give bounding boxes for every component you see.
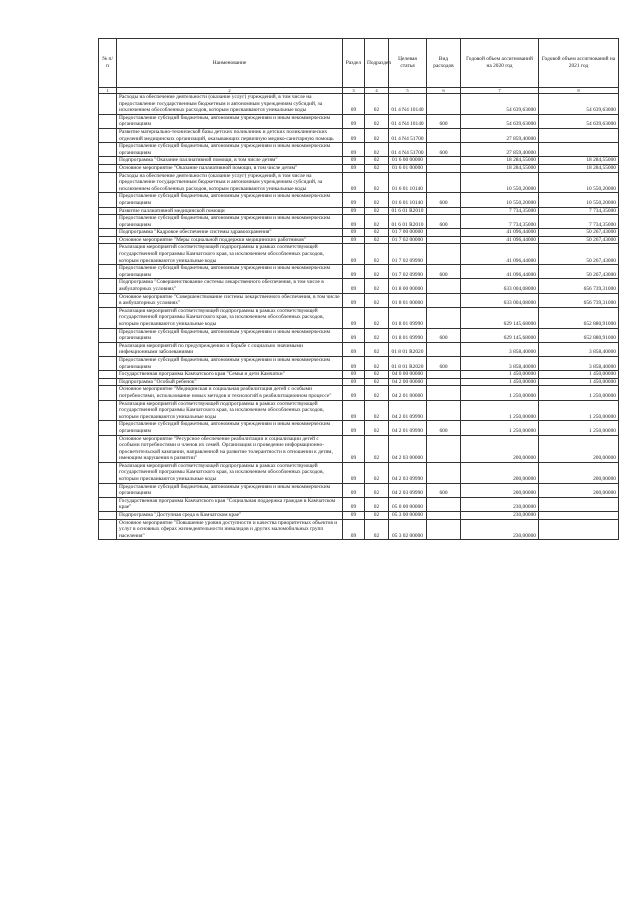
row-name: Предоставление субсидий бюджетным, автономным учреждениям и иным некоммерческим организациям	[117, 215, 343, 229]
row-vid	[427, 94, 461, 115]
row-amount-2020: 633 004,08000	[461, 293, 539, 307]
row-name: Подпрограмма "Кадровое обеспечение системы здравоохранения"	[117, 229, 343, 237]
row-razdel: 09	[343, 400, 365, 421]
header-row	[99, 39, 619, 88]
row-vid	[427, 512, 461, 520]
row-statya: 01 6 00 00000	[389, 157, 427, 165]
row-statya: 05 3 00 00000	[389, 512, 427, 520]
row-amount-2020: 230,00000	[461, 497, 539, 511]
row-amount-2021	[539, 143, 619, 157]
row-number	[99, 94, 117, 115]
column-number: 6	[427, 88, 461, 94]
row-amount-2020: 18 284,55000	[461, 157, 539, 165]
row-statya: 01 8 01 R2020	[389, 342, 427, 356]
row-razdel: 09	[343, 293, 365, 307]
column-number: 3	[343, 88, 365, 94]
row-razdel: 09	[343, 236, 365, 244]
row-number	[99, 386, 117, 400]
row-razdel: 09	[343, 371, 365, 379]
row-amount-2021: 1 450,00000	[539, 378, 619, 386]
row-razdel: 09	[343, 435, 365, 462]
table-row	[99, 356, 619, 370]
row-name: Подпрограмма "Особый ребенок"	[117, 378, 343, 386]
row-vid	[427, 519, 461, 540]
table-row	[99, 172, 619, 193]
row-vid	[427, 164, 461, 172]
row-statya: 05 0 00 00000	[389, 497, 427, 511]
row-name: Государственная программа Камчатского края "Социальная поддержка граждан в Камчатском крае"	[117, 497, 343, 511]
row-number	[99, 356, 117, 370]
table-row	[99, 114, 619, 128]
row-vid	[427, 371, 461, 379]
column-number: 2	[117, 88, 343, 94]
row-name: Расходы на обеспечение деятельности (оказание услуг) учреждений, в том числе на предоставление государственным бюджетным и автономным учреждениям субсидий, за исключением обособленных расходов, которым присваиваются уникальные коды	[117, 94, 343, 115]
row-statya: 01 7 02 00000	[389, 236, 427, 244]
row-statya: 04 2 00 00000	[389, 378, 427, 386]
column-number: 5	[389, 88, 427, 94]
row-amount-2021: 54 639,63000	[539, 94, 619, 115]
row-podrazdel: 02	[365, 143, 389, 157]
row-razdel: 09	[343, 342, 365, 356]
row-number	[99, 172, 117, 193]
row-amount-2020: 41 096,44000	[461, 265, 539, 279]
row-vid	[427, 207, 461, 215]
row-amount-2021: 3 858,40000	[539, 342, 619, 356]
row-podrazdel: 02	[365, 207, 389, 215]
row-amount-2021: 50 267,43000	[539, 236, 619, 244]
row-amount-2021: 50 267,43000	[539, 265, 619, 279]
table-row	[99, 293, 619, 307]
row-razdel: 09	[343, 512, 365, 520]
row-name: Реализация мероприятий соответствующей подпрограммы в рамках соответствующей государственной программы Камчатского края, за исключением обособленных расходов, которым присваиваются уникальные коды	[117, 244, 343, 265]
row-vid	[427, 378, 461, 386]
row-number	[99, 128, 117, 142]
table-row	[99, 157, 619, 165]
row-podrazdel: 02	[365, 114, 389, 128]
table-row	[99, 215, 619, 229]
row-razdel: 09	[343, 157, 365, 165]
row-razdel: 09	[343, 94, 365, 115]
row-name: Развитие материально-технической базы детских поликлиник и детских поликлинических отделений медицинских организаций, оказывающих первичную медико-санитарную помощь	[117, 128, 343, 142]
row-name: Подпрограмма "Оказание паллиативной помощи, в том числе детям"	[117, 157, 343, 165]
row-number	[99, 462, 117, 483]
row-amount-2020: 629 145,68000	[461, 307, 539, 328]
table-row	[99, 307, 619, 328]
row-amount-2020: 1 250,00000	[461, 400, 539, 421]
table-row	[99, 371, 619, 379]
row-statya: 01 6 01 00000	[389, 164, 427, 172]
row-amount-2021: 200,00000	[539, 462, 619, 483]
row-razdel: 09	[343, 386, 365, 400]
table-row	[99, 421, 619, 435]
row-name: Подпрограмма "Доступная среда в Камчатском крае"	[117, 512, 343, 520]
table-row	[99, 497, 619, 511]
row-razdel: 09	[343, 356, 365, 370]
header-2020: Годовой объем ассигнований на 2020 год	[461, 39, 539, 88]
row-vid	[427, 462, 461, 483]
row-razdel: 09	[343, 128, 365, 142]
row-statya: 01 4 N4 10140	[389, 94, 427, 115]
row-number	[99, 378, 117, 386]
row-amount-2020: 230,00000	[461, 512, 539, 520]
row-amount-2021: 7 734,35000	[539, 207, 619, 215]
row-podrazdel: 02	[365, 279, 389, 293]
row-number	[99, 207, 117, 215]
row-name: Предоставление субсидий бюджетным, автономным учреждениям и иным некоммерческим организациям	[117, 328, 343, 342]
row-statya: 01 4 N4 51700	[389, 128, 427, 142]
table-row	[99, 193, 619, 207]
row-amount-2020: 230,00000	[461, 519, 539, 540]
row-amount-2020: 7 734,35000	[461, 207, 539, 215]
header-2021: Годовой объем ассигнований на 2021 год	[539, 39, 619, 88]
row-razdel: 09	[343, 307, 365, 328]
row-number	[99, 244, 117, 265]
table-row	[99, 378, 619, 386]
row-amount-2020: 41 096,44000	[461, 236, 539, 244]
row-podrazdel: 02	[365, 157, 389, 165]
row-name: Расходы на обеспечение деятельности (оказание услуг) учреждений, в том числе на предоставление государственным бюджетным и автономным учреждениям субсидий, за исключением обособленных расходов, которым присваиваются уникальные коды	[117, 172, 343, 193]
row-name: Реализация мероприятий по предупреждению и борьбе с социально значимыми инфекционными заболеваниями	[117, 342, 343, 356]
row-name: Реализация мероприятий соответствующей подпрограммы в рамках соответствующей государственной программы Камчатского края, за исключением обособленных расходов, которым присваиваются уникальные коды	[117, 400, 343, 421]
row-number	[99, 265, 117, 279]
row-number	[99, 342, 117, 356]
row-statya: 01 4 N4 51700	[389, 143, 427, 157]
row-statya: 01 8 01 00000	[389, 293, 427, 307]
row-amount-2021: 1 450,00000	[539, 371, 619, 379]
row-statya: 04 2 03 00000	[389, 435, 427, 462]
row-podrazdel: 02	[365, 342, 389, 356]
row-podrazdel: 02	[365, 462, 389, 483]
row-vid: 600	[427, 328, 461, 342]
row-name: Реализация мероприятий соответствующей подпрограммы в рамках соответствующей государственной программы Камчатского края, за исключением обособленных расходов, которым присваиваются уникальные коды	[117, 462, 343, 483]
row-amount-2021: 200,00000	[539, 483, 619, 497]
row-name: Предоставление субсидий бюджетным, автономным учреждениям и иным некоммерческим организациям	[117, 421, 343, 435]
row-amount-2020: 41 096,44000	[461, 244, 539, 265]
row-vid: 600	[427, 483, 461, 497]
row-podrazdel: 02	[365, 386, 389, 400]
row-podrazdel: 02	[365, 244, 389, 265]
row-name: Предоставление субсидий бюджетным, автономным учреждениям и иным некоммерческим организациям	[117, 356, 343, 370]
row-number	[99, 497, 117, 511]
row-vid	[427, 435, 461, 462]
header-statya: Целевая статья	[389, 39, 427, 88]
row-podrazdel: 02	[365, 172, 389, 193]
row-name: Предоставление субсидий бюджетным, автономным учреждениям и иным некоммерческим организациям	[117, 143, 343, 157]
row-statya: 04 2 01 09990	[389, 421, 427, 435]
row-amount-2021: 652 880,91000	[539, 307, 619, 328]
column-number: 7	[461, 88, 539, 94]
table-row	[99, 328, 619, 342]
row-vid	[427, 386, 461, 400]
row-amount-2020: 200,00000	[461, 483, 539, 497]
row-name: Основное мероприятие "Ресурсное обеспечение реабилитации и социализации детей с особыми потребностями и членов их семей. Организация и проведение информационно-просветительской кампании, направленной на развитие толерантности в отношении к детям, имеющим нарушения в развитии"	[117, 435, 343, 462]
row-amount-2020: 10 550,20000	[461, 172, 539, 193]
row-statya: 01 8 01 09990	[389, 328, 427, 342]
row-amount-2021: 656 739,31000	[539, 293, 619, 307]
row-podrazdel: 02	[365, 164, 389, 172]
row-amount-2020: 629 145,68000	[461, 328, 539, 342]
row-amount-2021: 10 550,20000	[539, 172, 619, 193]
row-razdel: 09	[343, 114, 365, 128]
row-amount-2021	[539, 512, 619, 520]
row-razdel: 09	[343, 193, 365, 207]
row-amount-2021: 18 284,55000	[539, 157, 619, 165]
row-vid: 600	[427, 215, 461, 229]
row-amount-2021: 1 250,00000	[539, 400, 619, 421]
table-row	[99, 400, 619, 421]
row-podrazdel: 02	[365, 400, 389, 421]
table-row	[99, 236, 619, 244]
row-number	[99, 164, 117, 172]
row-vid	[427, 236, 461, 244]
row-number	[99, 279, 117, 293]
row-razdel: 09	[343, 421, 365, 435]
row-vid: 600	[427, 265, 461, 279]
row-razdel: 09	[343, 207, 365, 215]
table-row	[99, 519, 619, 540]
row-statya: 01 7 02 09990	[389, 244, 427, 265]
row-statya: 04 2 03 09990	[389, 462, 427, 483]
row-statya: 01 7 02 09990	[389, 265, 427, 279]
row-name: Подпрограмма "Совершенствование системы лекарственного обеспечения, в том числе в амбулаторных условиях"	[117, 279, 343, 293]
row-razdel: 09	[343, 215, 365, 229]
table-row	[99, 512, 619, 520]
row-amount-2021	[539, 519, 619, 540]
row-name: Предоставление субсидий бюджетным, автономным учреждениям и иным некоммерческим организациям	[117, 265, 343, 279]
table-row	[99, 435, 619, 462]
row-amount-2020: 1 450,00000	[461, 378, 539, 386]
row-statya: 01 7 00 00000	[389, 229, 427, 237]
row-amount-2021: 3 858,40000	[539, 356, 619, 370]
row-vid	[427, 172, 461, 193]
row-number	[99, 157, 117, 165]
row-name: Основное мероприятие "Совершенствование системы лекарственного обеспечения, в том числе в амбулаторных условиях"	[117, 293, 343, 307]
row-podrazdel: 02	[365, 307, 389, 328]
row-podrazdel: 02	[365, 483, 389, 497]
row-vid: 600	[427, 114, 461, 128]
table-row	[99, 94, 619, 115]
row-amount-2021: 200,00000	[539, 435, 619, 462]
row-number	[99, 236, 117, 244]
column-number: 8	[539, 88, 619, 94]
row-podrazdel: 02	[365, 328, 389, 342]
row-vid	[427, 497, 461, 511]
row-podrazdel: 02	[365, 519, 389, 540]
row-podrazdel: 02	[365, 378, 389, 386]
row-statya: 01 8 00 00000	[389, 279, 427, 293]
row-number	[99, 215, 117, 229]
row-amount-2020: 1 250,00000	[461, 386, 539, 400]
row-amount-2020: 54 639,63000	[461, 94, 539, 115]
row-vid	[427, 307, 461, 328]
row-vid	[427, 279, 461, 293]
row-amount-2020: 200,00000	[461, 462, 539, 483]
row-amount-2020: 1 450,00000	[461, 371, 539, 379]
table-row	[99, 279, 619, 293]
row-name: Предоставление субсидий бюджетным, автономным учреждениям и иным некоммерческим организациям	[117, 114, 343, 128]
row-amount-2020: 7 734,35000	[461, 215, 539, 229]
table-row	[99, 244, 619, 265]
row-podrazdel: 02	[365, 293, 389, 307]
row-amount-2021	[539, 128, 619, 142]
row-podrazdel: 02	[365, 435, 389, 462]
table-row	[99, 229, 619, 237]
row-vid	[427, 342, 461, 356]
row-vid: 600	[427, 421, 461, 435]
table-row	[99, 164, 619, 172]
table-body	[99, 94, 619, 540]
row-number	[99, 293, 117, 307]
row-razdel: 09	[343, 143, 365, 157]
row-amount-2020: 3 858,40000	[461, 342, 539, 356]
row-razdel: 09	[343, 265, 365, 279]
table-row	[99, 462, 619, 483]
row-statya: 01 6 01 10140	[389, 193, 427, 207]
row-podrazdel: 02	[365, 128, 389, 142]
row-amount-2020: 1 250,00000	[461, 421, 539, 435]
row-razdel: 09	[343, 244, 365, 265]
row-statya: 01 8 01 R2020	[389, 356, 427, 370]
row-podrazdel: 02	[365, 236, 389, 244]
row-vid	[427, 293, 461, 307]
row-amount-2020: 10 550,20000	[461, 193, 539, 207]
row-name: Основное мероприятие "Повышение уровня доступности и качества приоритетных объектов и услуг в основных сферах жизнедеятельности инвалидов и других маломобильных групп населения"	[117, 519, 343, 540]
row-podrazdel: 02	[365, 265, 389, 279]
table-row	[99, 143, 619, 157]
row-number	[99, 400, 117, 421]
row-amount-2020: 633 004,08000	[461, 279, 539, 293]
header-podrazdel: Подраздел	[365, 39, 389, 88]
header-vid: Вид расходов	[427, 39, 461, 88]
row-name: Основное мероприятие "Меры социальной поддержки медицинских работников"	[117, 236, 343, 244]
row-amount-2021: 50 267,43000	[539, 229, 619, 237]
row-amount-2020: 200,00000	[461, 435, 539, 462]
row-razdel: 09	[343, 378, 365, 386]
row-name: Реализация мероприятий соответствующей подпрограммы в рамках соответствующей государственной программы Камчатского края, за исключением обособленных расходов, которым присваиваются уникальные коды	[117, 307, 343, 328]
row-podrazdel: 02	[365, 497, 389, 511]
row-podrazdel: 02	[365, 193, 389, 207]
row-number	[99, 143, 117, 157]
row-number	[99, 193, 117, 207]
row-razdel: 09	[343, 164, 365, 172]
row-number	[99, 114, 117, 128]
row-vid: 600	[427, 356, 461, 370]
row-number	[99, 435, 117, 462]
row-razdel: 09	[343, 229, 365, 237]
row-vid	[427, 400, 461, 421]
row-podrazdel: 02	[365, 215, 389, 229]
row-number	[99, 229, 117, 237]
row-amount-2020: 27 859,40000	[461, 128, 539, 142]
row-podrazdel: 02	[365, 371, 389, 379]
row-amount-2021: 1 250,00000	[539, 421, 619, 435]
row-amount-2021: 656 739,31000	[539, 279, 619, 293]
row-number	[99, 371, 117, 379]
row-statya: 01 4 N4 10140	[389, 114, 427, 128]
header-name: Наименование	[117, 39, 343, 88]
column-number: 1	[99, 88, 117, 94]
row-razdel: 09	[343, 483, 365, 497]
column-number: 4	[365, 88, 389, 94]
row-razdel: 09	[343, 462, 365, 483]
row-name: Государственная программа Камчатского края "Семья и дети Камчатки"	[117, 371, 343, 379]
row-razdel: 09	[343, 497, 365, 511]
row-number	[99, 421, 117, 435]
row-statya: 04 2 03 09990	[389, 483, 427, 497]
row-podrazdel: 02	[365, 94, 389, 115]
row-statya: 05 3 02 00000	[389, 519, 427, 540]
row-amount-2021: 50 267,43000	[539, 244, 619, 265]
row-vid	[427, 229, 461, 237]
row-razdel: 09	[343, 328, 365, 342]
row-statya: 04 0 00 00000	[389, 371, 427, 379]
row-razdel: 09	[343, 279, 365, 293]
row-amount-2020: 27 859,40000	[461, 143, 539, 157]
row-podrazdel: 02	[365, 229, 389, 237]
row-amount-2021: 652 880,91000	[539, 328, 619, 342]
budget-table	[98, 38, 619, 540]
row-amount-2021: 7 734,35000	[539, 215, 619, 229]
row-statya: 01 6 01 R2010	[389, 215, 427, 229]
row-statya: 01 6 01 10140	[389, 172, 427, 193]
row-vid	[427, 244, 461, 265]
row-podrazdel: 02	[365, 421, 389, 435]
row-amount-2021: 1 250,00000	[539, 386, 619, 400]
row-vid	[427, 157, 461, 165]
row-amount-2020: 18 284,55000	[461, 164, 539, 172]
row-statya: 01 8 01 09990	[389, 307, 427, 328]
row-amount-2021: 54 639,63000	[539, 114, 619, 128]
table-row	[99, 128, 619, 142]
row-statya: 01 6 01 R2010	[389, 207, 427, 215]
header-razdel: Раздел	[343, 39, 365, 88]
row-number	[99, 512, 117, 520]
row-name: Предоставление субсидий бюджетным, автономным учреждениям и иным некоммерческим организациям	[117, 483, 343, 497]
header-number: № п/п	[99, 39, 117, 88]
row-number	[99, 483, 117, 497]
row-vid: 600	[427, 193, 461, 207]
row-amount-2020: 3 858,40000	[461, 356, 539, 370]
row-number	[99, 328, 117, 342]
row-name: Развитие паллиативной медицинской помощи	[117, 207, 343, 215]
row-razdel: 09	[343, 172, 365, 193]
row-razdel: 09	[343, 519, 365, 540]
row-statya: 04 2 01 00000	[389, 386, 427, 400]
row-number	[99, 307, 117, 328]
row-podrazdel: 02	[365, 512, 389, 520]
row-podrazdel: 02	[365, 356, 389, 370]
row-amount-2021: 18 284,55000	[539, 164, 619, 172]
table-row	[99, 342, 619, 356]
row-number	[99, 519, 117, 540]
row-name: Основное мероприятие "Медицинская и социальная реабилитация детей с особыми потребностями, использование новых методов и технологий в реабилитационном процессе"	[117, 386, 343, 400]
row-vid: 600	[427, 143, 461, 157]
row-amount-2021: 10 550,20000	[539, 193, 619, 207]
table-row	[99, 265, 619, 279]
row-vid	[427, 128, 461, 142]
table-row	[99, 207, 619, 215]
table-row	[99, 386, 619, 400]
row-name: Предоставление субсидий бюджетным, автономным учреждениям и иным некоммерческим организациям	[117, 193, 343, 207]
table-row	[99, 483, 619, 497]
row-name: Основное мероприятие "Оказание паллиативной помощи, в том числе детям"	[117, 164, 343, 172]
row-statya: 04 2 01 09990	[389, 400, 427, 421]
row-amount-2020: 54 639,63000	[461, 114, 539, 128]
row-amount-2021	[539, 497, 619, 511]
row-amount-2020: 41 096,44000	[461, 229, 539, 237]
